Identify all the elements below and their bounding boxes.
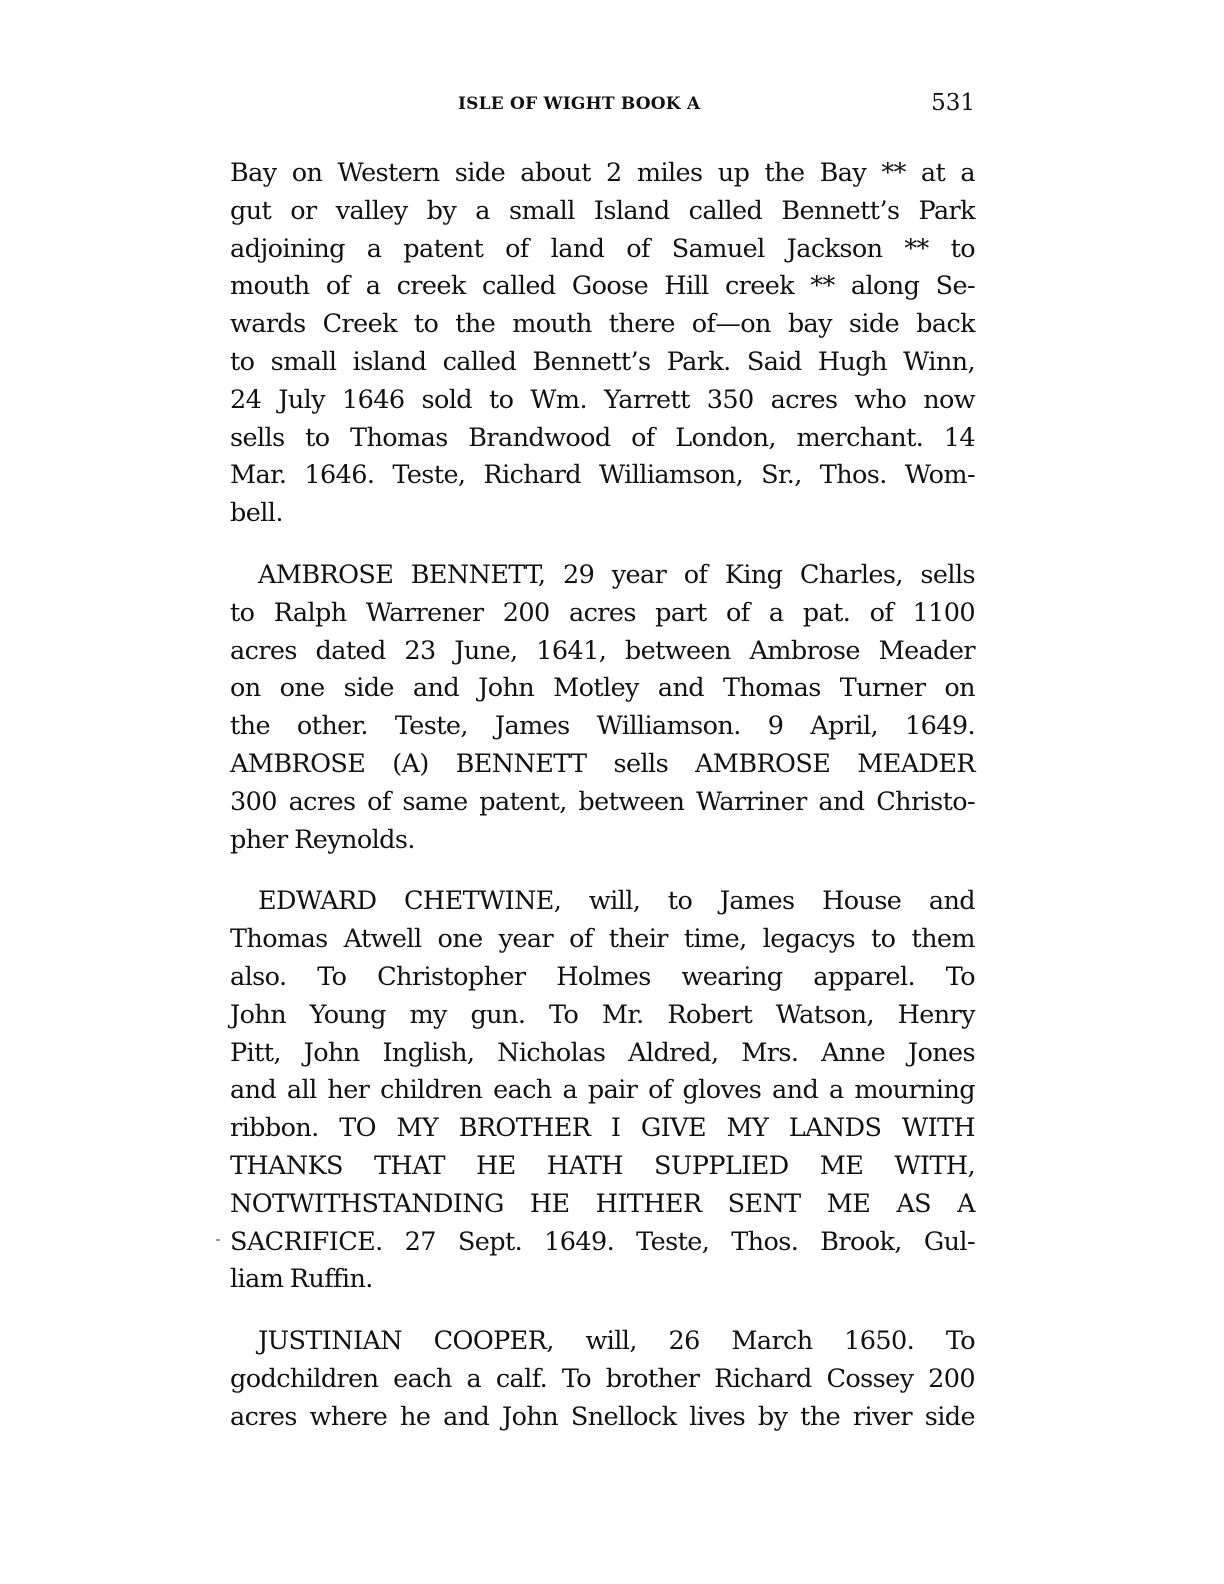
text-line: SACRIFICE. 27 Sept. 1649. Teste, Thos. Brook, Gul- (230, 1226, 975, 1257)
running-head (230, 92, 975, 126)
text-line: liam Ruffin. (230, 1264, 373, 1295)
text-line: sells to Thomas Brandwood of London, merchant. 14 (230, 422, 975, 453)
text-line: John Young my gun. To Mr. Robert Watson, Henry (230, 999, 975, 1030)
paragraph-continuation (230, 155, 975, 533)
text-line: 300 acres of same patent, between Warriner and Christo- (230, 786, 975, 817)
running-title: ISLE OF WIGHT BOOK A (458, 94, 701, 114)
text-line: bell. (230, 498, 283, 529)
text-line: Mar. 1646. Teste, Richard Williamson, Sr., Thos. Wom- (230, 460, 975, 491)
text-line: EDWARD CHETWINE, will, to James House and (258, 886, 975, 917)
text-line: gut or valley by a small Island called Bennett’s Park (230, 195, 975, 226)
text-line: godchildren each a calf. To brother Richard Cossey 200 (230, 1363, 975, 1394)
text-line: also. To Christopher Holmes wearing apparel. To (230, 961, 975, 992)
text-line: and all her children each a pair of gloves and a mourning (230, 1075, 975, 1106)
paragraph-edward-chetwine (230, 883, 975, 1299)
text-line: on one side and John Motley and Thomas Turner on (230, 673, 975, 704)
text-line: NOTWITHSTANDING HE HITHER SENT ME AS A (230, 1188, 975, 1219)
text-line: acres where he and John Snellock lives by the river side (230, 1401, 975, 1432)
text-line: Bay on Western side about 2 miles up the Bay ** at a (230, 158, 975, 188)
paragraph-ambrose-bennett (230, 557, 975, 859)
text-line: ribbon. TO MY BROTHER I GIVE MY LANDS WITH (230, 1113, 975, 1144)
text-line: to Ralph Warrener 200 acres part of a pat. of 1100 (230, 597, 975, 628)
text-line: wards Creek to the mouth there of—on bay side back (230, 309, 975, 340)
text-line: Thomas Atwell one year of their time, legacys to them (230, 924, 975, 955)
body-text (230, 155, 975, 1457)
text-line: pher Reynolds. (230, 824, 415, 855)
text-line: adjoining a patent of land of Samuel Jackson ** to (230, 233, 975, 264)
text-line: Pitt, John Inglish, Nicholas Aldred, Mrs. Anne Jones (230, 1037, 975, 1068)
margin-mark (216, 1239, 220, 1241)
text-line: to small island called Bennett’s Park. Said Hugh Winn, (230, 346, 975, 377)
text-line: mouth of a creek called Goose Hill creek ** along Se- (230, 271, 975, 302)
page-number: 531 (931, 90, 975, 116)
text-line: acres dated 23 June, 1641, between Ambrose Meader (230, 635, 975, 666)
text-line: 24 July 1646 sold to Wm. Yarrett 350 acres who now (230, 384, 975, 415)
text-line: JUSTINIAN COOPER, will, 26 March 1650. To (258, 1326, 975, 1357)
text-line: THANKS THAT HE HATH SUPPLIED ME WITH, (230, 1150, 975, 1181)
text-line: AMBROSE (A) BENNETT sells AMBROSE MEADER (230, 748, 975, 779)
text-line: the other. Teste, James Williamson. 9 April, 1649. (230, 711, 975, 742)
paragraph-justinian-cooper (230, 1323, 975, 1436)
text-line: AMBROSE BENNETT, 29 year of King Charles, sells (258, 559, 975, 590)
